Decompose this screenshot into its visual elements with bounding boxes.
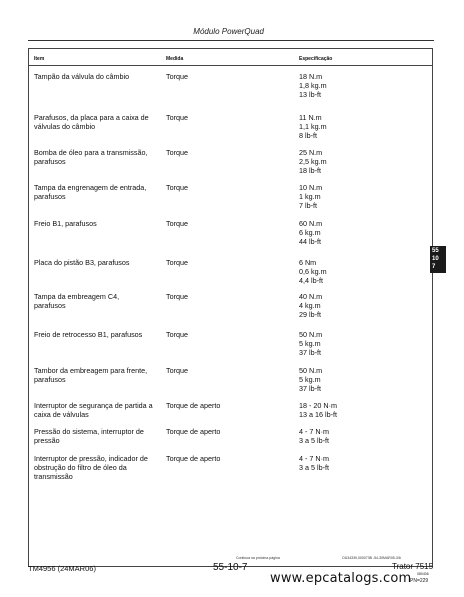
medida-cell: Torque xyxy=(166,366,188,375)
spec-line: 7 lb-ft xyxy=(299,201,317,210)
item-cell xyxy=(34,401,164,419)
column-header-especificacao: Especificação xyxy=(299,56,333,62)
item-cell xyxy=(34,330,164,339)
spec-cell xyxy=(299,330,419,357)
spec-line: 18 lb-ft xyxy=(299,166,321,175)
medida-cell: Torque de aperto xyxy=(166,454,221,463)
continued-note: Continua na próxima página xyxy=(236,556,280,560)
item-cell xyxy=(34,427,164,445)
document-id: OU34339,000073B -54-30MAR05-3/6 xyxy=(342,556,401,560)
medida-cell: Torque de aperto xyxy=(166,427,221,436)
item-line: Tampa da embreagem C4, xyxy=(34,292,120,301)
medida-cell: Torque xyxy=(166,72,188,81)
item-line: parafusos xyxy=(34,157,66,166)
spec-cell xyxy=(299,72,419,99)
item-line: Tampa da engrenagem de entrada, xyxy=(34,183,147,192)
item-line: Freio de retrocesso B1, parafusos xyxy=(34,330,143,339)
medida-cell: Torque xyxy=(166,113,188,122)
spec-line: 1,8 kg.m xyxy=(299,81,327,90)
spec-table xyxy=(28,48,433,567)
spec-line: 1,1 kg.m xyxy=(299,122,327,131)
spec-line: 44 lb-ft xyxy=(299,237,321,246)
medida-cell: Torque de aperto xyxy=(166,401,221,410)
item-line: Bomba de óleo para a transmissão, xyxy=(34,148,148,157)
header-title: Módulo PowerQuad xyxy=(193,27,264,36)
item-cell xyxy=(34,148,164,166)
spec-line: 18 N.m xyxy=(299,72,323,81)
watermark-link[interactable]: www.epcatalogs.com xyxy=(270,571,412,586)
spec-cell xyxy=(299,148,419,175)
spec-line: 40 N.m xyxy=(299,292,323,301)
section-tab xyxy=(430,246,446,273)
spec-cell xyxy=(299,292,419,319)
item-line: Interruptor de pressão, indicador de xyxy=(34,454,148,463)
spec-line: 13 lb-ft xyxy=(299,90,321,99)
spec-line: 18 - 20 N·m xyxy=(299,401,337,410)
spec-line: 60 N.m xyxy=(299,219,323,228)
item-line: Tambor da embreagem para frente, xyxy=(34,366,148,375)
item-line: caixa de válvulas xyxy=(34,410,89,419)
item-cell xyxy=(34,292,164,310)
item-line: Interruptor de segurança de partida a xyxy=(34,401,153,410)
spec-cell xyxy=(299,454,419,472)
item-cell xyxy=(34,366,164,384)
item-cell xyxy=(34,258,164,267)
table-header xyxy=(29,49,432,66)
spec-line: 50 N.m xyxy=(299,330,323,339)
spec-line: 37 lb-ft xyxy=(299,348,321,357)
item-line: parafusos xyxy=(34,375,66,384)
spec-line: 11 N.m xyxy=(299,113,322,122)
spec-cell xyxy=(299,183,419,210)
spec-cell xyxy=(299,401,419,419)
item-line: Freio B1, parafusos xyxy=(34,219,97,228)
item-line: Tampão da válvula do câmbio xyxy=(34,72,130,81)
column-header-item: Item xyxy=(34,56,45,62)
section-tab-line: 55 xyxy=(432,248,439,254)
item-cell xyxy=(34,454,164,481)
spec-line: 2,5 kg.m xyxy=(299,157,327,166)
spec-line: 1 kg.m xyxy=(299,192,321,201)
spec-line: 4 - 7 N·m xyxy=(299,454,329,463)
spec-line: 37 lb-ft xyxy=(299,384,321,393)
spec-line: 29 lb-ft xyxy=(299,310,321,319)
item-line: parafusos xyxy=(34,192,66,201)
item-cell xyxy=(34,113,164,131)
column-header-medida: Medida xyxy=(166,56,184,62)
spec-line: 6 kg.m xyxy=(299,228,321,237)
medida-cell: Torque xyxy=(166,330,188,339)
item-line: Placa do pistão B3, parafusos xyxy=(34,258,130,267)
tractor-model: Trator 7515 xyxy=(392,562,434,571)
section-tab-line: 10 xyxy=(432,256,439,262)
footer-code: 080406 xyxy=(417,572,429,576)
medida-cell: Torque xyxy=(166,258,188,267)
medida-cell: Torque xyxy=(166,219,188,228)
spec-cell xyxy=(299,258,419,285)
section-tab-line: 7 xyxy=(432,264,436,270)
spec-line: 4,4 lb-ft xyxy=(299,276,323,285)
item-line: parafusos xyxy=(34,301,66,310)
spec-line: 10 N.m xyxy=(299,183,323,192)
item-cell xyxy=(34,219,164,228)
item-line: transmissão xyxy=(34,472,73,481)
item-cell xyxy=(34,183,164,201)
spec-line: 3 a 5 lb-ft xyxy=(299,436,329,445)
spec-line: 4 kg.m xyxy=(299,301,321,310)
spec-line: 3 a 5 lb-ft xyxy=(299,463,329,472)
item-line: Parafusos, da placa para a caixa de xyxy=(34,113,149,122)
item-line: Pressão do sistema, interruptor de xyxy=(34,427,144,436)
spec-cell xyxy=(299,366,419,393)
spec-line: 5 kg.m xyxy=(299,339,321,348)
page-number: PN=229 xyxy=(410,578,429,584)
spec-line: 5 kg.m xyxy=(299,375,321,384)
spec-cell xyxy=(299,113,419,140)
spec-line: 0,6 kg.m xyxy=(299,267,327,276)
page-header xyxy=(28,24,434,41)
medida-cell: Torque xyxy=(166,292,188,301)
spec-line: 13 a 16 lb-ft xyxy=(299,410,337,419)
spec-line: 4 - 7 N·m xyxy=(299,427,329,436)
item-line: válvulas do câmbio xyxy=(34,122,96,131)
medida-cell: Torque xyxy=(166,148,188,157)
spec-line: 50 N.m xyxy=(299,366,323,375)
spec-line: 8 lb-ft xyxy=(299,131,317,140)
page-reference: 55-10-7 xyxy=(213,562,248,573)
medida-cell: Torque xyxy=(166,183,188,192)
item-line: pressão xyxy=(34,436,60,445)
item-cell xyxy=(34,72,164,81)
spec-cell xyxy=(299,219,419,246)
spec-line: 6 Nm xyxy=(299,258,317,267)
spec-cell xyxy=(299,427,419,445)
manual-number: TM4956 (24MAR06) xyxy=(28,564,96,573)
spec-line: 25 N.m xyxy=(299,148,323,157)
item-line: obstrução do filtro de óleo da xyxy=(34,463,127,472)
